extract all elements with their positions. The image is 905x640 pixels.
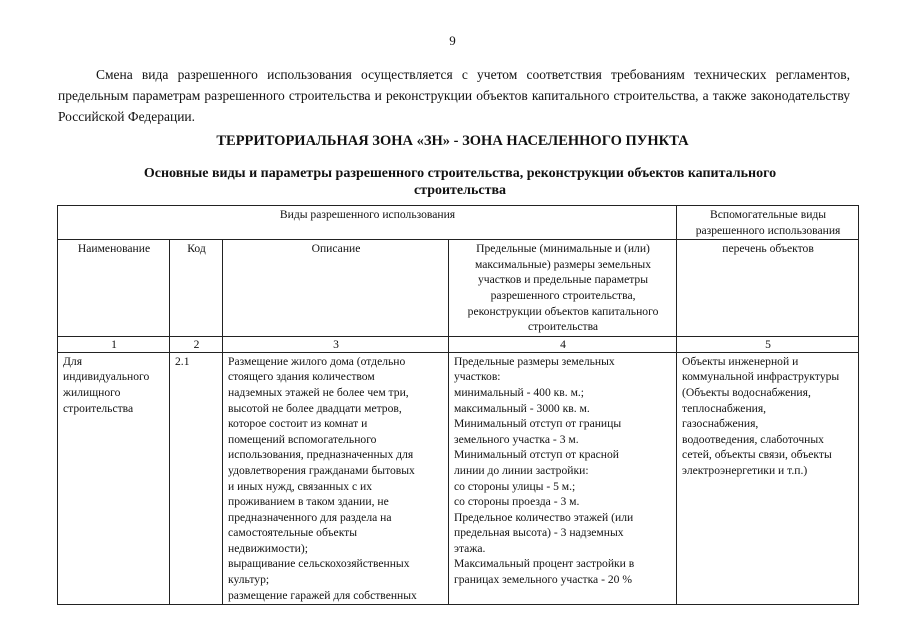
limits-line: участков: [454, 370, 501, 384]
limits-line: со стороны проезда - 3 м. [454, 495, 580, 509]
column-number: 3 [223, 336, 449, 352]
aux-line: сетей, объекты связи, объекты [682, 448, 832, 462]
aux-line: электроэнергетики и т.п.) [682, 463, 808, 477]
limits-line: Максимальный процент застройки в [454, 557, 635, 571]
column-number: 1 [58, 336, 170, 352]
limits-line: этажа. [454, 541, 486, 555]
row-limits [449, 352, 677, 605]
limits-line: линии до линии застройки: [454, 463, 589, 477]
intro-paragraph: Смена вида разрешенного использования осуществляется с учетом соответствия требованиям технических регламентов, предельным параметрам разрешенного строительства и реконструкции объектов капитального строительства, а также законодательству Российской Федерации. [58, 67, 850, 124]
aux-line: водоотведения, слаботочных [682, 432, 824, 446]
description-line: использования, предназначенных для [228, 448, 414, 462]
zone-title: ТЕРРИТОРИАЛЬНАЯ ЗОНА «ЗН» - ЗОНА НАСЕЛЕННОГО ПУНКТА [216, 133, 689, 149]
description-line: предназначенного для раздела на [228, 510, 392, 524]
table-title: Основные виды и параметры разрешенного строительства, реконструкции объектов капитального строительства [143, 166, 777, 198]
header-code: Код [170, 240, 223, 337]
limits-line: Предельное количество этажей (или [454, 510, 634, 524]
description-line: стоящего здания количеством [228, 370, 375, 384]
table-row [58, 352, 859, 605]
description-line: недвижимости); [228, 541, 308, 555]
header-group-aux: Вспомогательные виды разрешенного использования [677, 206, 859, 240]
row-description [223, 352, 449, 605]
description-line: удовлетворения гражданами бытовых [228, 463, 415, 477]
aux-line: (Объекты водоснабжения, [682, 385, 811, 399]
description-line: и иных нужд, связанных с их [228, 479, 373, 493]
header-limits: Предельные (минимальные и (или) максимальные) размеры земельных участков и предельные параметры разрешенного строительства, реконструкции объектов капитального строительства [449, 240, 677, 337]
description-line: размещение гаражей для собственных [228, 588, 417, 602]
column-number: 5 [677, 336, 859, 352]
aux-line: газоснабжения, [682, 417, 759, 431]
limits-line: земельного участка - 3 м. [454, 432, 579, 446]
description-line: проживанием в таком здании, не [228, 495, 389, 509]
description-line: выращивание сельскохозяйственных [228, 557, 410, 571]
description-line: самостоятельные объекты [228, 526, 358, 540]
header-aux-list: перечень объектов [677, 240, 859, 337]
row-aux-objects [677, 352, 859, 605]
description-line: помещений вспомогательного [228, 432, 377, 446]
page-number: 9 [449, 33, 456, 48]
limits-line: Минимальный отступ от красной [454, 448, 619, 462]
permitted-use-table [57, 205, 859, 605]
description-line: высотой не более двадцати метров, [228, 401, 402, 415]
column-number: 2 [170, 336, 223, 352]
aux-line: коммунальной инфраструктуры [682, 370, 840, 384]
header-group-main: Виды разрешенного использования [58, 206, 677, 240]
column-number: 4 [449, 336, 677, 352]
limits-line: Минимальный отступ от границы [454, 417, 622, 431]
description-line: которое состоит из комнат и [228, 417, 368, 431]
limits-line: со стороны улицы - 5 м.; [454, 479, 576, 493]
row-name: Для индивидуального жилищного строительства [58, 352, 170, 605]
limits-line: Предельные размеры земельных [454, 354, 615, 368]
limits-line: границах земельного участка - 20 % [454, 573, 632, 587]
description-line: культур; [228, 573, 270, 587]
header-description: Описание [223, 240, 449, 337]
limits-line: минимальный - 400 кв. м.; [454, 385, 585, 399]
aux-line: Объекты инженерной и [682, 354, 799, 368]
aux-line: теплоснабжения, [682, 401, 767, 415]
limits-line: предельная высота) - 3 надземных [454, 526, 624, 540]
header-name: Наименование [58, 240, 170, 337]
limits-line: максимальный - 3000 кв. м. [454, 401, 590, 415]
row-code: 2.1 [170, 352, 223, 605]
description-line: Размещение жилого дома (отдельно [228, 354, 406, 368]
description-line: надземных этажей не более чем три, [228, 385, 409, 399]
